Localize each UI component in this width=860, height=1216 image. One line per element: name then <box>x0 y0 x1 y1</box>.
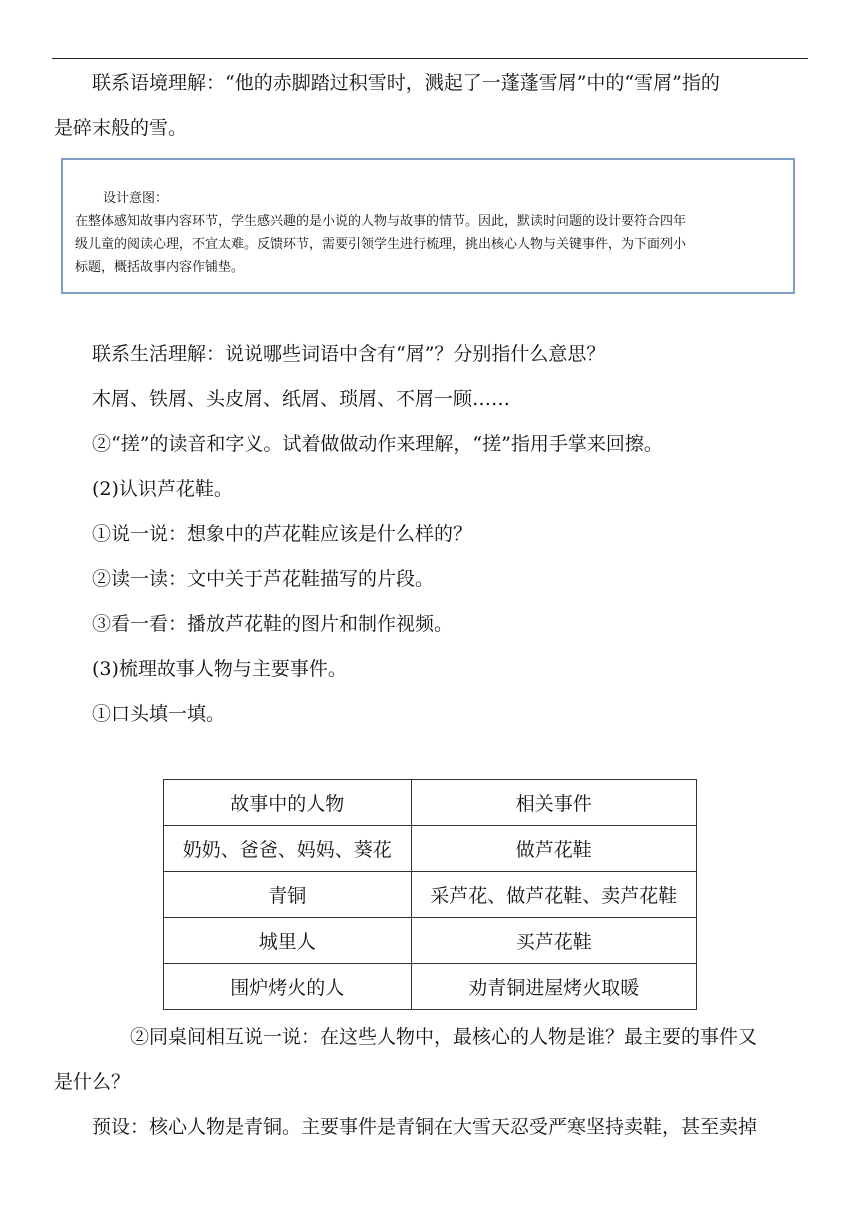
header-rule <box>52 58 808 59</box>
table-header-cell: 相关事件 <box>411 780 697 826</box>
paragraph-step: ③看一看：播放芦花鞋的图片和制作视频。 <box>92 613 454 635</box>
table-cell: 奶奶、爸爸、妈妈、葵花 <box>164 826 412 872</box>
design-intent-line: 级儿童的阅读心理，不宜太难。反馈环节，需要引领学生进行梳理，挑出核心人物与关键事件，为下面列小 <box>75 237 687 252</box>
table-header-cell: 故事中的人物 <box>164 780 412 826</box>
table-cell: 城里人 <box>164 918 412 964</box>
paragraph-life-understanding: 联系生活理解：说说哪些词语中含有“屑”？分别指什么意思？ <box>92 343 606 365</box>
paragraph-pair-discussion: ②同桌间相互说一说：在这些人物中，最核心的人物是谁？最主要的事件又 <box>130 1026 758 1048</box>
design-intent-title: 设计意图： <box>103 191 169 206</box>
table-row <box>164 918 697 964</box>
paragraph-step: ①口头填一填。 <box>92 703 226 725</box>
design-intent-line: 标题，概括故事内容作铺垫。 <box>75 260 245 275</box>
paragraph-section-heading: (3)梳理故事人物与主要事件。 <box>92 658 347 680</box>
table-header-row <box>164 780 697 826</box>
table-cell: 青铜 <box>164 872 412 918</box>
paragraph-step: ②读一读：文中关于芦花鞋描写的片段。 <box>92 568 435 590</box>
paragraph-step: ①说一说：想象中的芦花鞋应该是什么样的？ <box>92 523 473 545</box>
paragraph-cuo-meaning: ②“搓”的读音和字义。试着做做动作来理解，“搓”指用手掌来回擦。 <box>92 433 663 455</box>
paragraph-pair-discussion-cont: 是什么？ <box>54 1071 131 1093</box>
design-intent-line: 在整体感知故事内容环节，学生感兴趣的是小说的人物与故事的情节。因此，默读时问题的设计要符合四年 <box>75 214 687 229</box>
table-cell: 劝青铜进屋烤火取暖 <box>411 964 697 1010</box>
table-row <box>164 826 697 872</box>
paragraph-section-heading: (2)认识芦花鞋。 <box>92 478 233 500</box>
table-row <box>164 964 697 1010</box>
table-cell: 围炉烤火的人 <box>164 964 412 1010</box>
table-row <box>164 872 697 918</box>
table-cell: 做芦花鞋 <box>411 826 697 872</box>
table-cell: 买芦花鞋 <box>411 918 697 964</box>
paragraph-word-list: 木屑、铁屑、头皮屑、纸屑、琐屑、不屑一顾…… <box>92 388 511 410</box>
paragraph-preset-answer: 预设：核心人物是青铜。主要事件是青铜在大雪天忍受严寒坚持卖鞋，甚至卖掉 <box>92 1116 758 1138</box>
table-cell: 采芦花、做芦花鞋、卖芦花鞋 <box>411 872 697 918</box>
paragraph-context-understanding-cont: 是碎末般的雪。 <box>54 117 188 139</box>
characters-events-table <box>163 779 697 1010</box>
design-intent-box <box>61 158 795 294</box>
paragraph-context-understanding: 联系语境理解：“他的赤脚踏过积雪时，溅起了一蓬蓬雪屑”中的“雪屑”指的 <box>92 72 720 94</box>
